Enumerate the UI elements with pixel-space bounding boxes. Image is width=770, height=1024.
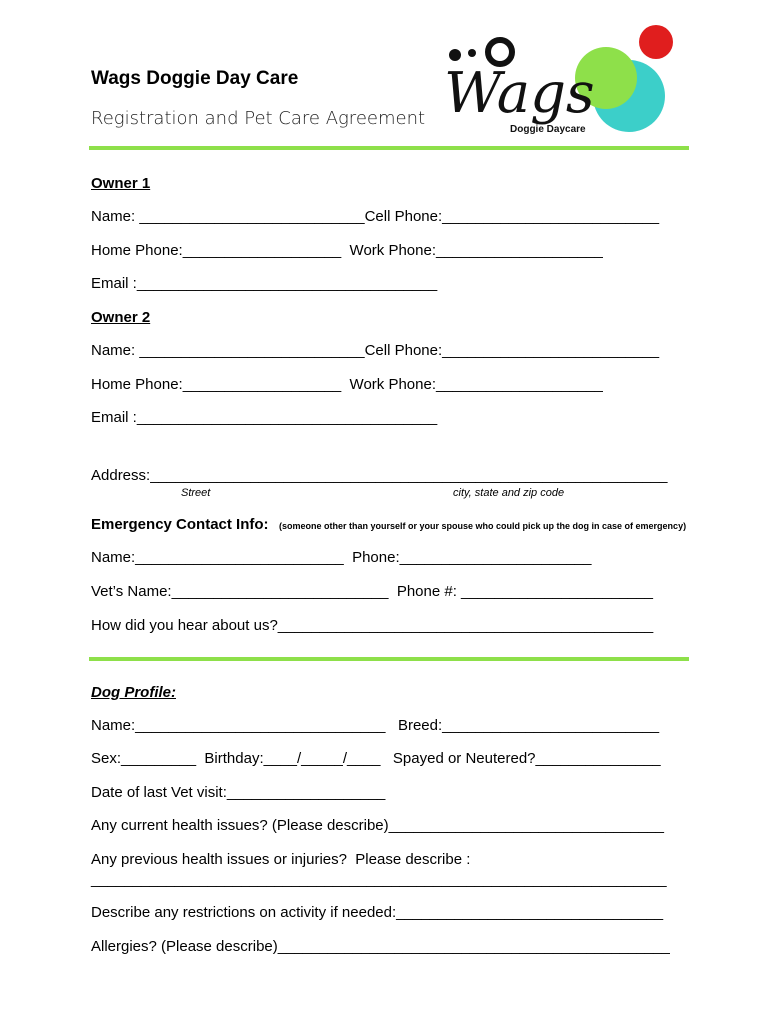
last-vet-visit-field[interactable]: Date of last Vet visit:___________________ — [91, 784, 386, 801]
emergency-note: (someone other than yourself or your spouse who could pick up the dog in case of emergency) — [279, 521, 687, 531]
section-divider — [89, 657, 689, 661]
logo-black-dot-small — [449, 49, 461, 61]
street-caption: Street — [181, 487, 211, 499]
owner1-name-cell-field[interactable]: Name: ___________________________Cell Phone:__________________________ — [91, 208, 660, 225]
logo-wordmark: Wags — [444, 61, 595, 126]
logo-red-circle — [639, 25, 673, 59]
logo-tagline: Doggie Daycare — [510, 124, 586, 135]
dog-name-breed-field[interactable]: Name:______________________________ Breed:__________________________ — [91, 717, 660, 734]
owner2-heading: Owner 2 — [91, 309, 151, 326]
emergency-heading: Emergency Contact Info: — [91, 516, 269, 533]
vet-field[interactable]: Vet’s Name:__________________________ Phone #: _______________________ — [91, 583, 653, 600]
owner1-heading: Owner 1 — [91, 175, 151, 192]
dog-profile-heading: Dog Profile: — [91, 684, 176, 701]
previous-health-label: Any previous health issues or injuries? Please describe : — [91, 851, 471, 868]
owner2-phones-field[interactable]: Home Phone:___________________ Work Phone:____________________ — [91, 376, 603, 393]
restrictions-field[interactable]: Describe any restrictions on activity if needed:________________________________ — [91, 904, 664, 921]
header-divider — [89, 146, 689, 150]
owner1-email-field[interactable]: Email :____________________________________ — [91, 275, 438, 292]
page-subtitle: Registration and Pet Care Agreement — [91, 108, 426, 129]
current-health-field[interactable]: Any current health issues? (Please describe)_________________________________ — [91, 817, 664, 834]
allergies-field[interactable]: Allergies? (Please describe)_______________________________________________ — [91, 938, 670, 955]
emergency-name-phone-field[interactable]: Name:_________________________ Phone:_______________________ — [91, 549, 592, 566]
page-title: Wags Doggie Day Care — [91, 68, 299, 89]
address-field[interactable]: Address:______________________________________________________________ — [91, 467, 668, 484]
owner2-email-field[interactable]: Email :____________________________________ — [91, 409, 438, 426]
logo-black-dot — [468, 49, 476, 57]
wags-logo — [440, 20, 680, 140]
referral-field[interactable]: How did you hear about us?_____________________________________________ — [91, 617, 654, 634]
owner1-phones-field[interactable]: Home Phone:___________________ Work Phone:____________________ — [91, 242, 603, 259]
dog-sex-birthday-field[interactable]: Sex:_________ Birthday:____/_____/____ Spayed or Neutered?_______________ — [91, 750, 661, 767]
previous-health-field[interactable]: _____________________________________________________________________ — [91, 871, 667, 888]
owner2-name-cell-field[interactable]: Name: ___________________________Cell Phone:__________________________ — [91, 342, 660, 359]
city-caption: city, state and zip code — [453, 487, 565, 499]
